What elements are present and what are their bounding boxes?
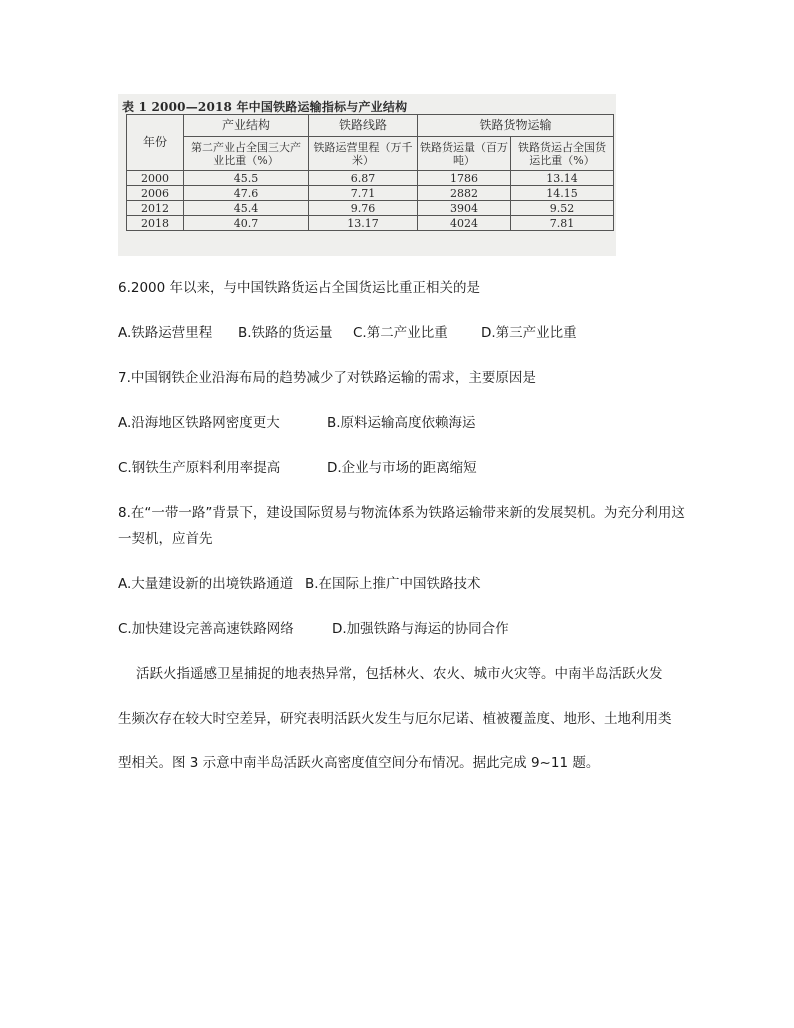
passage-line-2: 生频次存在较大时空差异，研究表明活跃火发生与厄尔尼诺、植被覆盖度、地形、土地利用类 — [118, 711, 672, 727]
question-6-option-d: D.第三产业比重 — [481, 325, 577, 341]
subheader-freight-volume: 铁路货运量（百万吨） — [418, 137, 511, 171]
cell-freight-share: 9.52 — [511, 201, 614, 216]
cell-freight-volume: 3904 — [418, 201, 511, 216]
group-header-freight: 铁路货物运输 — [418, 115, 614, 137]
question-7-option-a: A.沿海地区铁路网密度更大 — [118, 415, 280, 431]
question-8-option-c: C.加快建设完善高速铁路网络 — [118, 621, 294, 637]
question-6-option-c: C.第二产业比重 — [353, 325, 448, 341]
table-row — [127, 201, 614, 216]
question-8-option-a: A.大量建设新的出境铁路通道 — [118, 576, 294, 592]
cell-freight-share: 14.15 — [511, 186, 614, 201]
cell-freight-volume: 2882 — [418, 186, 511, 201]
cell-secondary-share: 40.7 — [184, 216, 309, 231]
group-header-industry: 产业结构 — [184, 115, 309, 137]
question-7-option-c: C.钢铁生产原料利用率提高 — [118, 460, 281, 476]
cell-mileage: 7.71 — [309, 186, 418, 201]
question-6-option-b: B.铁路的货运量 — [238, 325, 333, 341]
question-6-option-a: A.铁路运营里程 — [118, 325, 213, 341]
question-8-option-b: B.在国际上推广中国铁路技术 — [305, 576, 481, 592]
passage-line-3: 型相关。图 3 示意中南半岛活跃火高密度值空间分布情况。据此完成 9~11 题。 — [118, 755, 600, 771]
cell-freight-volume: 4024 — [418, 216, 511, 231]
table-row — [127, 186, 614, 201]
table-row — [127, 216, 614, 231]
subheader-freight-share: 铁路货运占全国货运比重（%） — [511, 137, 614, 171]
data-table — [126, 114, 614, 231]
cell-freight-share: 13.14 — [511, 171, 614, 186]
cell-secondary-share: 45.4 — [184, 201, 309, 216]
passage-line-1: 活跃火指遥感卫星捕捉的地表热异常，包括林火、农火、城市火灾等。中南半岛活跃火发 — [136, 666, 663, 682]
cell-mileage: 6.87 — [309, 171, 418, 186]
question-8-stem-line-2: 一契机，应首先 — [118, 531, 213, 547]
cell-year: 2012 — [127, 201, 184, 216]
cell-secondary-share: 45.5 — [184, 171, 309, 186]
table-caption: 表 1 2000—2018 年中国铁路运输指标与产业结构 — [122, 100, 408, 114]
cell-freight-share: 7.81 — [511, 216, 614, 231]
subheader-mileage: 铁路运营里程（万千米） — [309, 137, 418, 171]
cell-freight-volume: 1786 — [418, 171, 511, 186]
question-8-option-d: D.加强铁路与海运的协同合作 — [332, 621, 509, 637]
question-8-stem-line-1: 8.在“一带一路”背景下，建设国际贸易与物流体系为铁路运输带来新的发展契机。为充分利用这 — [118, 505, 685, 521]
question-7-stem: 7.中国钢铁企业沿海布局的趋势减少了对铁路运输的需求，主要原因是 — [118, 370, 536, 386]
cell-year: 2018 — [127, 216, 184, 231]
header-year: 年份 — [127, 115, 184, 171]
question-7-option-d: D.企业与市场的距离缩短 — [327, 460, 477, 476]
cell-mileage: 9.76 — [309, 201, 418, 216]
cell-year: 2006 — [127, 186, 184, 201]
table-figure — [118, 94, 616, 256]
question-7-option-b: B.原料运输高度依赖海运 — [327, 415, 476, 431]
question-6-stem: 6.2000 年以来，与中国铁路货运占全国货运比重正相关的是 — [118, 280, 481, 296]
table-row — [127, 171, 614, 186]
group-header-line: 铁路线路 — [309, 115, 418, 137]
cell-mileage: 13.17 — [309, 216, 418, 231]
cell-secondary-share: 47.6 — [184, 186, 309, 201]
cell-year: 2000 — [127, 171, 184, 186]
subheader-secondary-share: 第二产业占全国三大产业比重（%） — [184, 137, 309, 171]
